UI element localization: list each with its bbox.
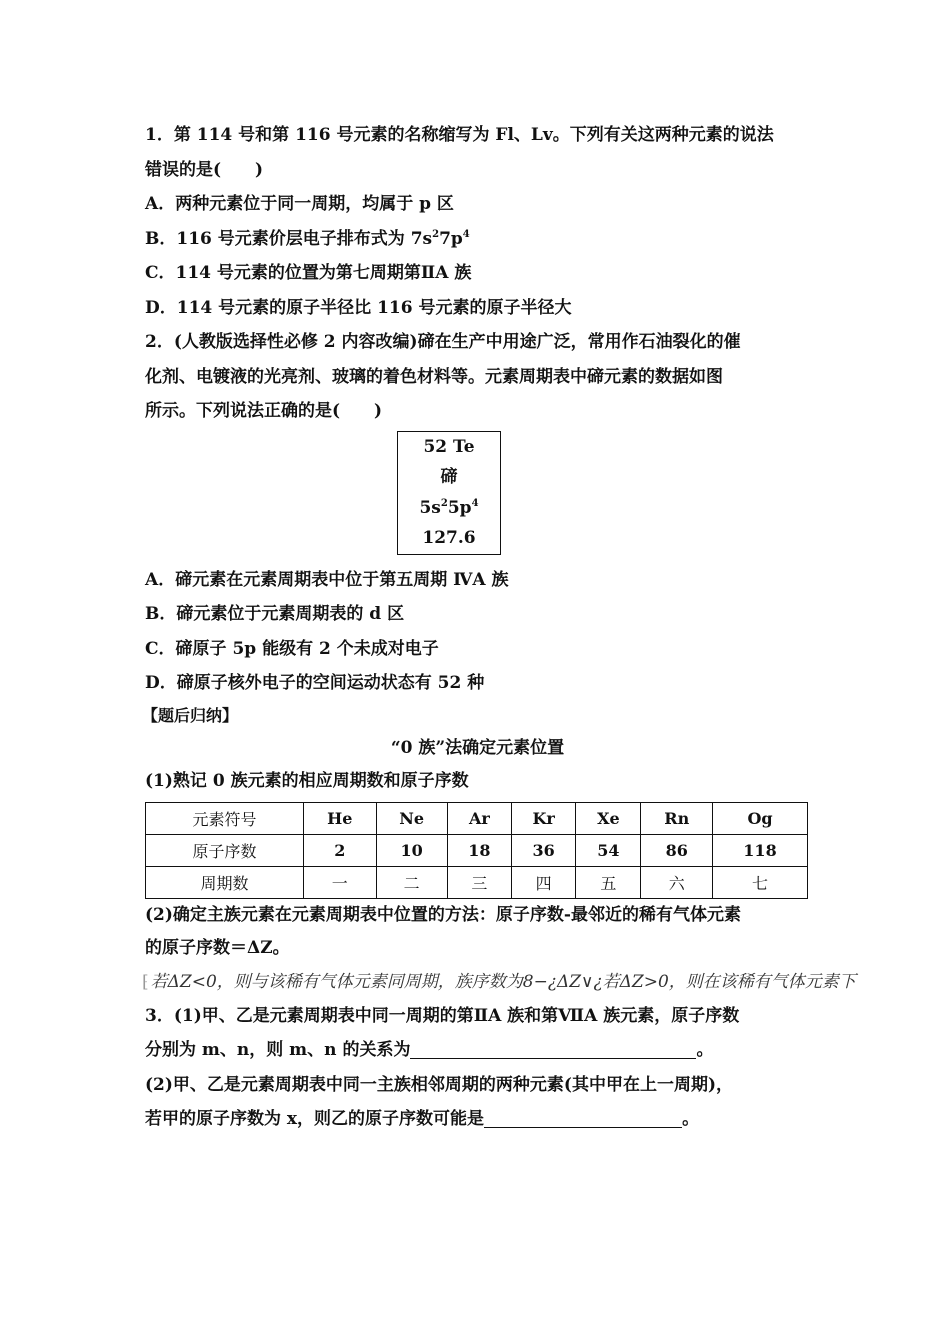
- element-number-symbol: 52 Te: [423, 436, 475, 457]
- table-cell: 七: [713, 866, 808, 898]
- note-text: 若ΔZ<0，则与该稀有气体元素同周期，族序数为8−¿ΔZ∨¿若ΔZ>0，则在该稀有气体元素下: [150, 971, 856, 992]
- q2-option-b: B．碲元素位于元素周期表的 d 区: [145, 604, 405, 624]
- table-row: [146, 866, 808, 898]
- q3-answer-blank-1[interactable]: [410, 1036, 696, 1059]
- config-sup1: 2: [440, 497, 448, 509]
- table-cell: Ne: [376, 802, 447, 834]
- element-name: 碲: [440, 467, 458, 488]
- element-config: [419, 495, 478, 521]
- q3-part1-suffix: 。: [696, 1040, 714, 1060]
- table-cell: 36: [511, 834, 575, 866]
- q1-stem-line2: 错误的是( ): [145, 159, 264, 180]
- q1-option-a: A．两种元素位于同一周期，均属于 p 区: [145, 194, 454, 214]
- question-2: [145, 325, 810, 701]
- q3-part2-prefix: 若甲的原子序数为 x，则乙的原子序数可能是: [145, 1109, 485, 1129]
- q2-stem-line3: 所示。下列说法正确的是( ): [145, 401, 383, 421]
- table-cell: He: [304, 802, 377, 834]
- question-1: [145, 118, 810, 325]
- element-mass: 127.6: [422, 528, 476, 549]
- table-cell: 10: [376, 834, 447, 866]
- q1-option-b: [145, 222, 810, 257]
- table-cell: 三: [447, 866, 511, 898]
- q1-option-b-sup2: 4: [462, 228, 470, 240]
- note-bar: ⁅: [142, 971, 149, 992]
- q1-option-d: D．114 号元素的原子半径比 116 号元素的原子半径大: [145, 297, 572, 318]
- table-cell: 86: [641, 834, 713, 866]
- summary-note: [142, 965, 947, 999]
- element-card: [397, 431, 501, 555]
- table-cell: 五: [576, 866, 641, 898]
- table-row: [146, 802, 808, 834]
- q2-option-c: C．碲原子 5p 能级有 2 个未成对电子: [145, 638, 439, 659]
- table-cell: 二: [376, 866, 447, 898]
- summary-point1: (1)熟记 0 族元素的相应周期数和原子序数: [145, 770, 469, 791]
- table-cell: 18: [447, 834, 511, 866]
- table-cell: Rn: [641, 802, 713, 834]
- summary-point2-line1: (2)确定主族元素在元素周期表中位置的方法：原子序数-最邻近的稀有气体元素: [145, 904, 741, 925]
- config-sup2: 4: [471, 497, 479, 509]
- row-header-period: 周期数: [146, 866, 304, 898]
- question-3: [145, 999, 810, 1137]
- table-cell: 一: [304, 866, 377, 898]
- table-cell: Og: [713, 802, 808, 834]
- config-mid: 5p: [447, 497, 472, 518]
- q1-option-b-text: B．116 号元素价层电子排布式为 7s: [145, 228, 433, 249]
- q1-option-b-sup1: 2: [432, 228, 440, 240]
- element-card-wrap: [145, 429, 810, 557]
- table-cell: Ar: [447, 802, 511, 834]
- summary-title: “0 族”法确定元素位置: [390, 737, 565, 758]
- table-cell: 118: [713, 834, 808, 866]
- summary-point2-line2: 的原子序数＝ΔZ。: [145, 937, 290, 958]
- q2-option-d: D．碲原子核外电子的空间运动状态有 52 种: [145, 673, 485, 693]
- q3-part1-prefix: 分别为 m、n，则 m、n 的关系为: [145, 1040, 411, 1060]
- summary-section: [142, 701, 856, 999]
- q1-option-c: C．114 号元素的位置为第七周期第ⅡA 族: [145, 263, 472, 283]
- table-cell: 四: [511, 866, 575, 898]
- q3-part2-line2: [145, 1102, 810, 1137]
- noble-gas-table: [145, 802, 808, 899]
- row-header-symbol: 元素符号: [146, 802, 304, 834]
- q2-stem-line1: 2．(人教版选择性必修 2 内容改编)碲在生产中用途广泛，常用作石油裂化的催: [145, 332, 741, 352]
- config-prefix: 5s: [419, 497, 441, 518]
- q3-part2-suffix: 。: [682, 1109, 700, 1129]
- table-cell: 54: [576, 834, 641, 866]
- q1-stem-line1: 1．第 114 号和第 116 号元素的名称缩写为 Fl、Lv。下列有关这两种元素的说法: [145, 125, 774, 145]
- q2-option-a: A．碲元素在元素周期表中位于第五周期 ⅣA 族: [145, 569, 509, 590]
- q3-part1-line2: [145, 1033, 810, 1068]
- q1-option-b-mid: 7p: [439, 228, 463, 249]
- document-page: [142, 118, 856, 1137]
- q2-stem-line2: 化剂、电镀液的光亮剂、玻璃的着色材料等。元素周期表中碲元素的数据如图: [145, 366, 723, 387]
- q3-part1-line1: 3．(1)甲、乙是元素周期表中同一周期的第ⅡA 族和第ⅦA 族元素，原子序数: [145, 1005, 740, 1026]
- q3-part2-line1: (2)甲、乙是元素周期表中同一主族相邻周期的两种元素(其中甲在上一周期)，: [145, 1074, 734, 1095]
- table-cell: Xe: [576, 802, 641, 834]
- table-cell: 六: [641, 866, 713, 898]
- table-cell: 2: [304, 834, 377, 866]
- table-row: [146, 834, 808, 866]
- q3-answer-blank-2[interactable]: [484, 1105, 682, 1128]
- row-header-atomic-number: 原子序数: [146, 834, 304, 866]
- summary-tag: 【题后归纳】: [142, 705, 239, 725]
- table-cell: Kr: [511, 802, 575, 834]
